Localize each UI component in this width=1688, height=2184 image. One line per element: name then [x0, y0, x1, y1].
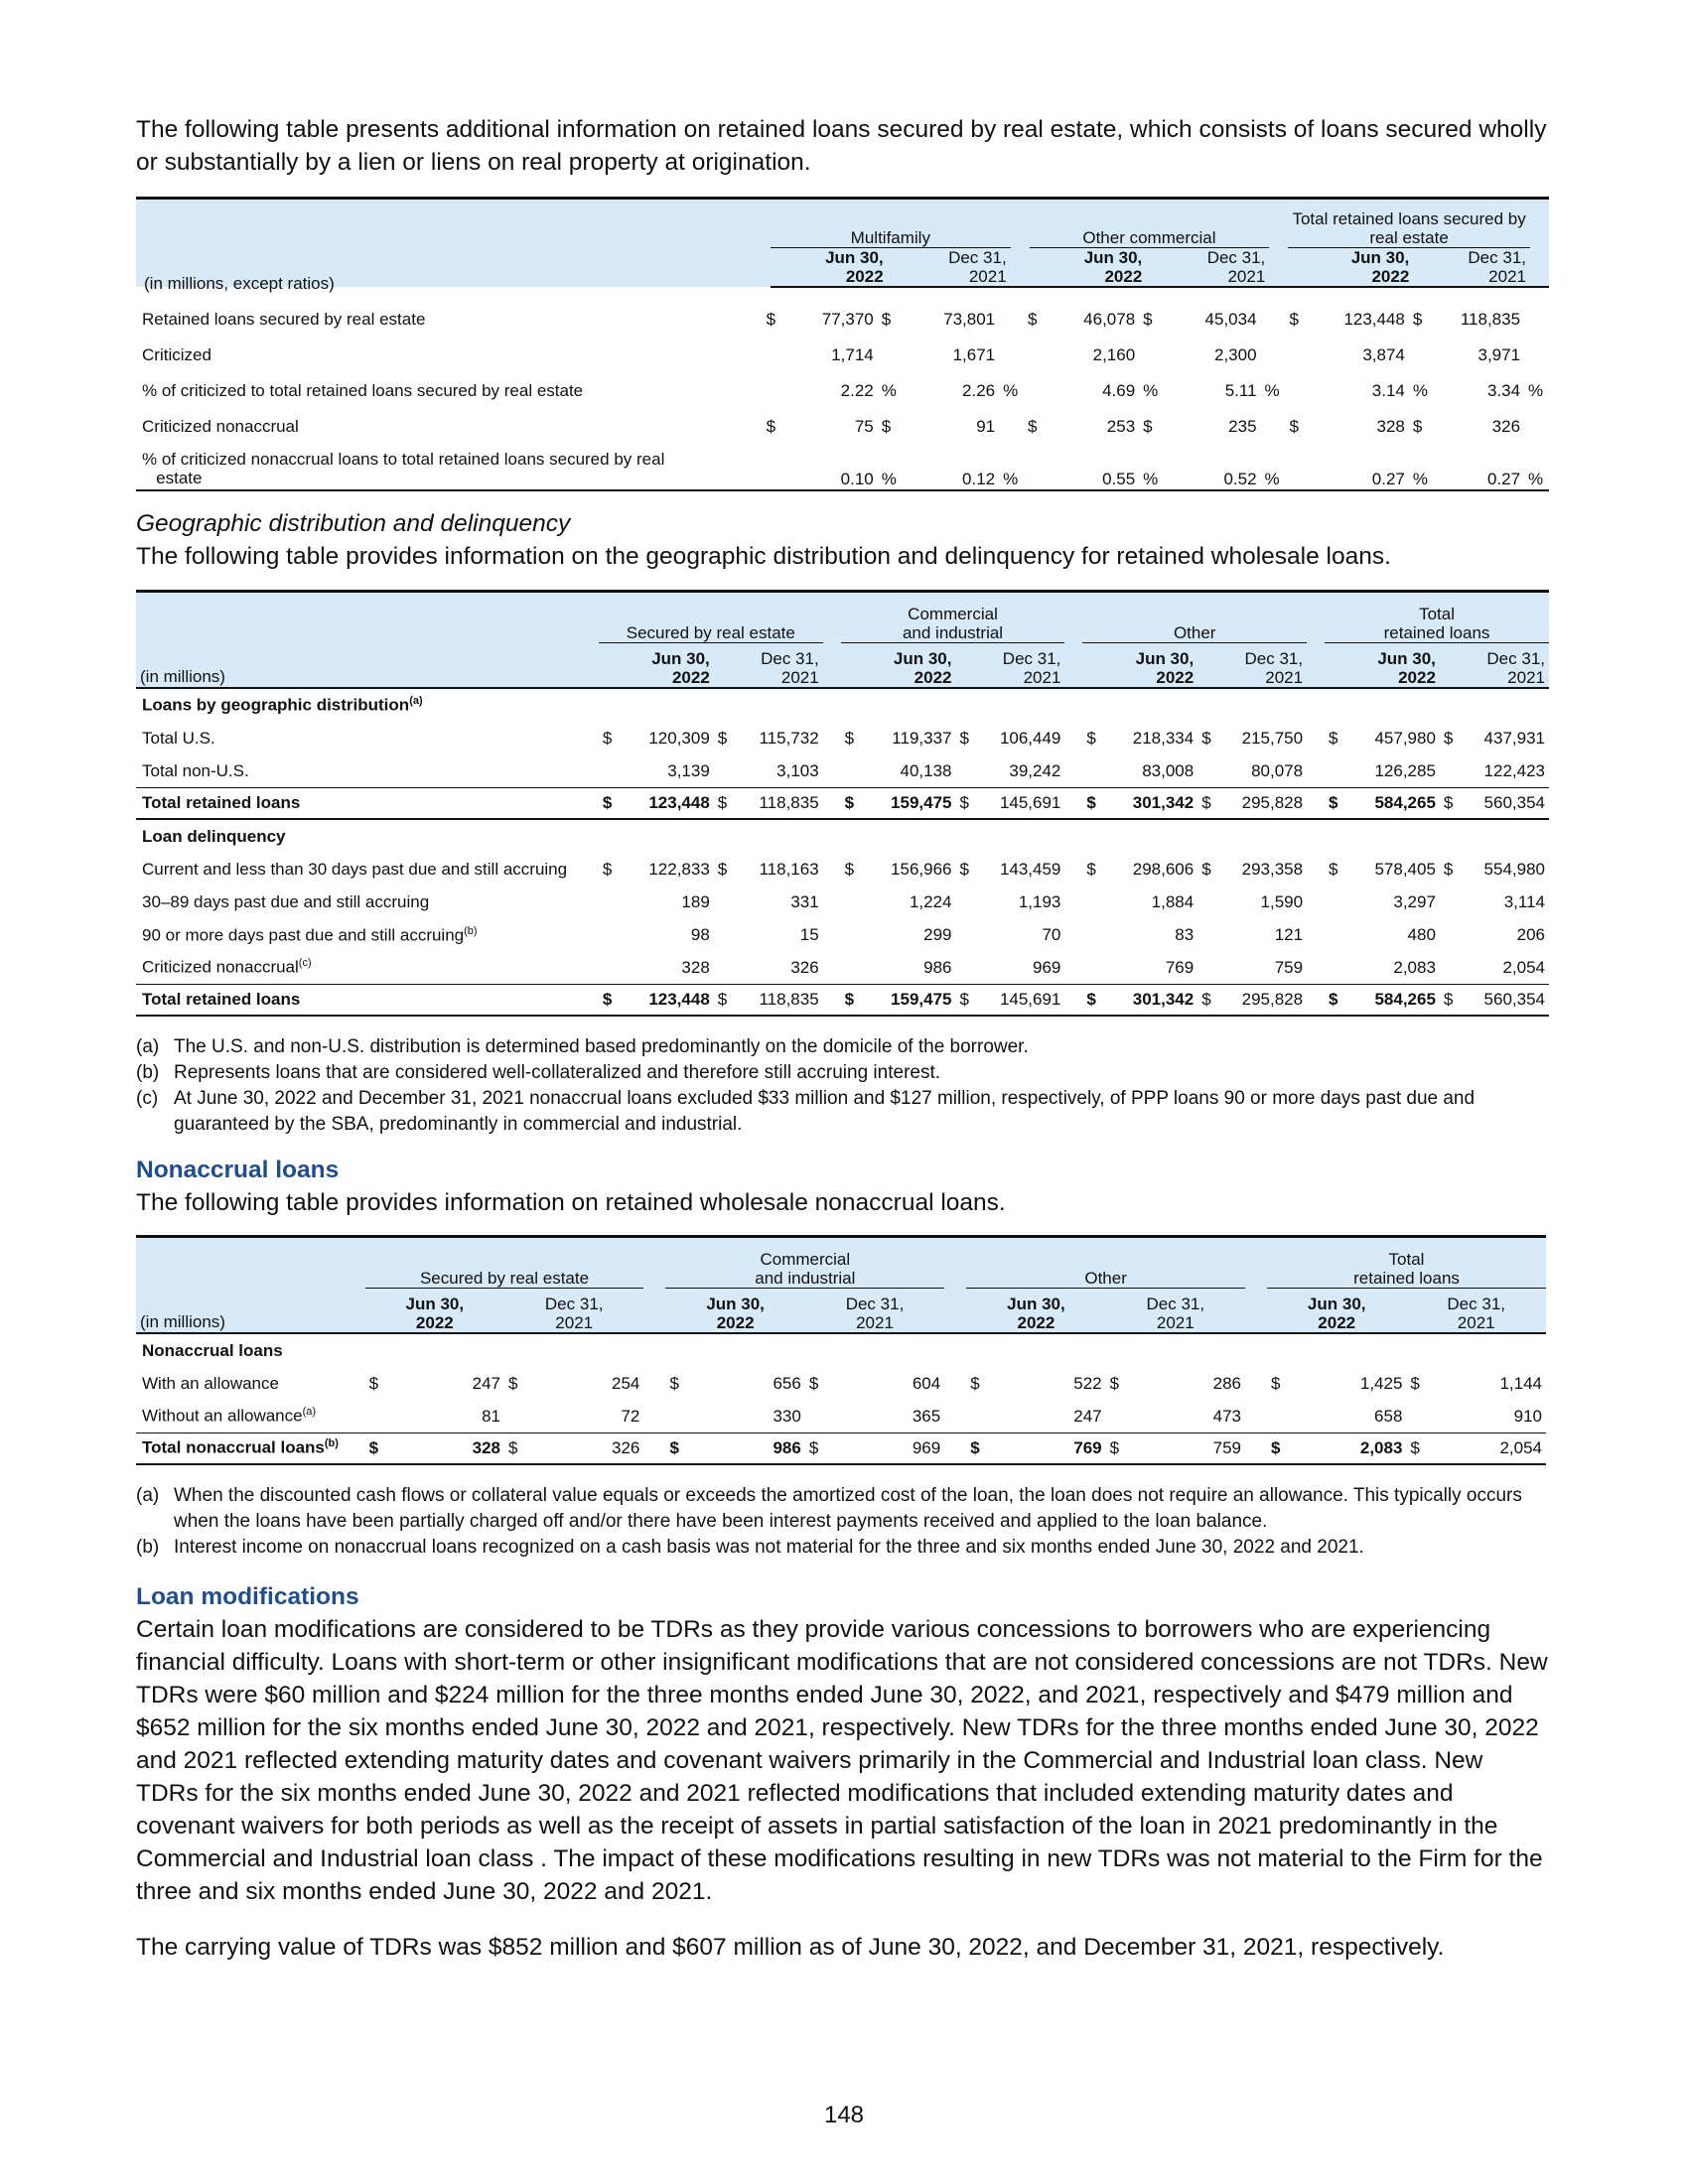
- table-row: 30–89 days past due and still accruing 189 331 1,224 1,193 1,884 1,590 3,297 3,114: [142, 892, 1545, 911]
- col-jun-2022: Jun 30, 2022: [1325, 642, 1440, 688]
- t1-label: (in millions, except ratios): [144, 274, 335, 293]
- group-other: Other: [1082, 592, 1307, 643]
- col-dec-2021: Dec 31, 2021: [1106, 1288, 1245, 1333]
- table-row: Current and less than 30 days past due and still accruing $ 122,833 $ 118,163 $ 156,966 $ 143,459 $ 298,606 $ 293,358 $ 578,405 $ 554,980: [142, 860, 1545, 879]
- table-row: Without an allowance$^{(a)}$ 81 72 330 365 247 473 658 910: [142, 1406, 1542, 1427]
- col-jun-2022: Jun 30, 2022: [1288, 248, 1413, 288]
- total-row: Total retained loans $ 123,448 $ 118,835 $ 159,475 $ 145,691 $ 301,342 $ 295,828 $ 584,265 $ 560,354: [136, 984, 1549, 1016]
- col-jun-2022: Jun 30, 2022: [665, 1288, 804, 1333]
- tdr-carrying-value-paragraph: The carrying value of TDRs was $852 million and $607 million as of June 30, 2022, and December 31, 2021, respectively.: [136, 1934, 1445, 1961]
- col-jun-2022: Jun 30, 2022: [365, 1288, 504, 1333]
- col-jun-2022: Jun 30, 2022: [1267, 1288, 1406, 1333]
- col-jun-2022: Jun 30, 2022: [1082, 642, 1197, 688]
- table-row: 90 or more days past due and still accruing$^{(b)}$ 98 15 299 70 83 121 480 206: [142, 924, 1545, 945]
- footnote: (a) The U.S. and non-U.S. distribution is determined based predominantly on the domicile of the borrower.: [136, 1036, 1029, 1057]
- group-total-re: Total retained loans secured by real estate: [1292, 209, 1526, 247]
- nonaccrual-paragraph: The following table provides information on retained wholesale nonaccrual loans.: [136, 1189, 1006, 1216]
- col-jun-2022: Jun 30, 2022: [771, 248, 888, 288]
- footnote: (b) Represents loans that are considered well-collateralized and therefore still accruing interest.: [136, 1062, 941, 1083]
- group-total-retained: Total retained loans: [1267, 1237, 1546, 1289]
- section-row: Loans by geographic distribution$^{(a)}$: [142, 695, 423, 715]
- real-estate-loans-body: [136, 302, 1549, 491]
- intro-paragraph: The following table presents additional information on retained loans secured by real estate, which consists of loans secured wholly or substantially by a lien or liens on real property at origination.: [136, 116, 1547, 176]
- geo-delinquency-table: [136, 590, 1549, 1017]
- col-dec-2021: Dec 31, 2021: [1413, 248, 1530, 288]
- table-row: % of criticized nonaccrual loans to total retained loans secured by real estate 0.10 % 0.12 % 0.55 % 0.52 % 0.27 % 0.27 %: [136, 445, 1549, 490]
- table-row: Criticized 1,714 1,671 2,160 2,300 3,874 3,971: [142, 345, 1521, 364]
- real-estate-loans-table: [136, 197, 1549, 288]
- t3-label: (in millions): [136, 1288, 365, 1333]
- total-row: Total nonaccrual loans$^{(b)}$ $ 328 $ 326 $ 986 $ 969 $ 769 $ 759 $ 2,083 $ 2,054: [136, 1433, 1546, 1464]
- modifications-paragraph: Certain loan modifications are considered to be TDRs as they provide various concessions to borrowers who are experiencing financial difficulty. Loans with short-term or other insignificant modifications that are not considered concessions are not TDRs. New TDRs were $60 million and $224 million for the three months ended June 30, 2022, and 2021, respectively and $479 million and $652 million for the six months ended June 30, 2022 and 2021, respectively. New TDRs for the three months ended June 30, 2022 and 2021 reflected extending maturity dates and covenant waivers primarily in the Commercial and Industrial loan class. New TDRs for the six months ended June 30, 2022 and 2021 reflected modifications that included extending maturity dates and covenant waivers for both periods as well as the receipt of assets in partial satisfaction of the loan in 2021 predominantly in the Commercial and Industrial loan class . The impact of these modifications resulting in new TDRs was not material to the Firm for the three and six months ended June 30, 2022 and 2021.: [136, 1616, 1548, 1905]
- group-other-commercial: Other commercial: [1082, 228, 1216, 247]
- modifications-heading: Loan modifications: [136, 1583, 359, 1610]
- table-row: Criticized nonaccrual $ 75 $ 91 $ 253 $ 235 $ 328 $ 326: [142, 417, 1521, 436]
- col-dec-2021: Dec 31, 2021: [1146, 248, 1269, 288]
- group-other: Other: [966, 1237, 1245, 1289]
- table-row: Retained loans secured by real estate $ 77,370 $ 73,801 $ 46,078 $ 45,034 $ 123,448 $ 118,835: [142, 310, 1521, 329]
- col-dec-2021: Dec 31, 2021: [504, 1288, 643, 1333]
- col-jun-2022: Jun 30, 2022: [1030, 248, 1147, 288]
- table-row: Total non-U.S. 3,139 3,103 40,138 39,242 83,008 80,078 126,285 122,423: [142, 760, 1545, 780]
- col-dec-2021: Dec 31, 2021: [714, 642, 823, 688]
- col-jun-2022: Jun 30, 2022: [841, 642, 956, 688]
- total-row: Total retained loans $ 123,448 $ 118,835 $ 159,475 $ 145,691 $ 301,342 $ 295,828 $ 584,265 $ 560,354: [136, 787, 1549, 819]
- geo-paragraph: The following table provides information on the geographic distribution and delinquency for retained wholesale loans.: [136, 543, 1391, 570]
- page-number: 148: [823, 2102, 865, 2128]
- group-commercial-industrial: Commercial and industrial: [841, 592, 1065, 643]
- t2-label: (in millions): [136, 642, 599, 688]
- group-multifamily: Multifamily: [850, 228, 930, 247]
- col-dec-2021: Dec 31, 2021: [956, 642, 1065, 688]
- section-row: Nonaccrual loans: [142, 1340, 283, 1360]
- col-dec-2021: Dec 31, 2021: [888, 248, 1011, 288]
- col-dec-2021: Dec 31, 2021: [805, 1288, 944, 1333]
- group-secured-re: Secured by real estate: [365, 1237, 644, 1289]
- table-row: With an allowance $ 247 $ 254 $ 656 $ 604 $ 522 $ 286 $ 1,425 $ 1,144: [142, 1374, 1542, 1393]
- nonaccrual-heading: Nonaccrual loans: [136, 1157, 340, 1183]
- footnote: (c) At June 30, 2022 and December 31, 2021 nonaccrual loans excluded $33 million and $127 million, respectively, of PPP loans 90 or more days past due and guaranteed by the SBA, predominantly in commercial and industrial.: [136, 1088, 1476, 1135]
- col-jun-2022: Jun 30, 2022: [966, 1288, 1105, 1333]
- section-row: Loan delinquency: [142, 826, 286, 846]
- group-secured-re: Secured by real estate: [599, 592, 823, 643]
- geo-heading: Geographic distribution and delinquency: [136, 510, 571, 537]
- col-dec-2021: Dec 31, 2021: [1440, 642, 1549, 688]
- table-row: Total U.S. $ 120,309 $ 115,732 $ 119,337 $ 106,449 $ 218,334 $ 215,750 $ 457,980 $ 437,931: [142, 729, 1545, 748]
- footnote: (a) When the discounted cash flows or collateral value equals or exceeds the amortized cost of the loan, the loan does not require an allowance. This typically occurs when the loans have been partially charged off and/or there have been interest payments received and applied to the loan balance.: [136, 1485, 1522, 1532]
- nonaccrual-table: [136, 1235, 1546, 1465]
- group-commercial-industrial: Commercial and industrial: [665, 1237, 944, 1289]
- group-total-retained: Total retained loans: [1325, 592, 1549, 643]
- footnotes-nonaccrual: [136, 1483, 1549, 1561]
- table-row: % of criticized to total retained loans secured by real estate 2.22 % 2.26 % 4.69 % 5.11 % 3.14 % 3.34 %: [142, 381, 1544, 400]
- table-row: Criticized nonaccrual$^{(c)}$ 328 326 986 969 769 759 2,083 2,054: [142, 957, 1545, 978]
- col-jun-2022: Jun 30, 2022: [599, 642, 714, 688]
- footnote: (b) Interest income on nonaccrual loans recognized on a cash basis was not material for the three and six months ended June 30, 2022 and 2021.: [136, 1537, 1364, 1558]
- footnotes-geo: [136, 1034, 1549, 1138]
- col-dec-2021: Dec 31, 2021: [1197, 642, 1307, 688]
- col-dec-2021: Dec 31, 2021: [1406, 1288, 1546, 1333]
